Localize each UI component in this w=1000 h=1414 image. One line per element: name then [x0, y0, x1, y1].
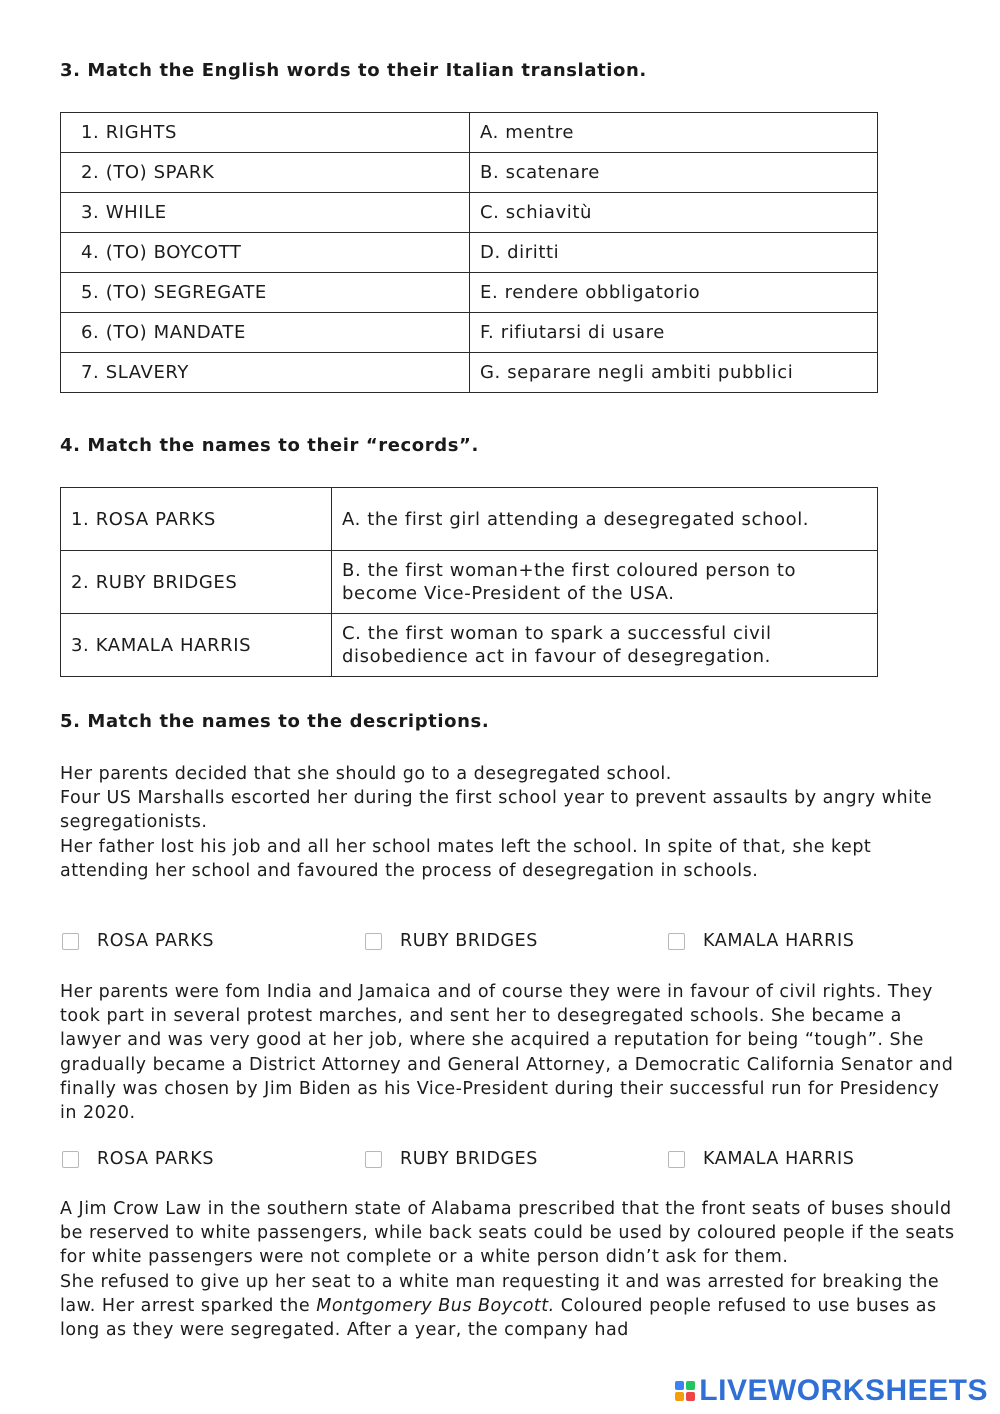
- answer-options-1: [62, 931, 922, 955]
- table-row: [61, 313, 878, 353]
- italian-translation: E. rendere obbligatorio: [470, 273, 878, 313]
- description-1: [60, 762, 960, 883]
- table-row: [61, 488, 878, 551]
- italian-translation: B. scatenare: [470, 153, 878, 193]
- section-3-title: 3. Match the English words to their Italian translation.: [60, 60, 647, 81]
- person-name: 3. KAMALA HARRIS: [61, 614, 332, 677]
- option-label: RUBY BRIDGES: [400, 931, 538, 951]
- option-label: ROSA PARKS: [97, 1149, 215, 1169]
- english-word: 4. (TO) BOYCOTT: [61, 233, 470, 273]
- description-line: Her parents decided that she should go to a desegregated school.: [60, 764, 672, 784]
- table-row: [61, 193, 878, 233]
- checkbox[interactable]: [62, 1151, 79, 1168]
- answer-options-2: [62, 1149, 922, 1173]
- person-name: 2. RUBY BRIDGES: [61, 551, 332, 614]
- option-label: RUBY BRIDGES: [400, 1149, 538, 1169]
- logo-tile: [686, 1392, 695, 1401]
- description-3: [60, 1197, 960, 1342]
- option-kamala-harris[interactable]: [668, 1149, 854, 1169]
- checkbox[interactable]: [668, 933, 685, 950]
- person-record: A. the first girl attending a desegregated school.: [332, 488, 878, 551]
- english-word: 2. (TO) SPARK: [61, 153, 470, 193]
- text-run: She refused to give up her seat to a white man requesting it and was arrested for breaking the law. Her arrest sparked the: [60, 1271, 940, 1316]
- option-label: ROSA PARKS: [97, 931, 215, 951]
- translation-table: [60, 112, 878, 393]
- italian-translation: D. diritti: [470, 233, 878, 273]
- option-kamala-harris[interactable]: [668, 931, 854, 951]
- option-rosa-parks[interactable]: [62, 1149, 214, 1169]
- liveworksheets-logo: [675, 1374, 988, 1408]
- description-line: [60, 1270, 960, 1343]
- option-ruby-bridges[interactable]: [365, 1149, 538, 1169]
- english-word: 6. (TO) MANDATE: [61, 313, 470, 353]
- italian-translation: C. schiavitù: [470, 193, 878, 233]
- section-4-title: 4. Match the names to their “records”.: [60, 435, 479, 456]
- logo-text: LIVEWORKSHEETS: [699, 1374, 988, 1407]
- logo-tile: [675, 1392, 684, 1401]
- person-name: 1. ROSA PARKS: [61, 488, 332, 551]
- english-word: 3. WHILE: [61, 193, 470, 233]
- table-row: [61, 153, 878, 193]
- table-row: [61, 614, 878, 677]
- person-record: B. the first woman+the first coloured person to become Vice-President of the USA.: [332, 551, 878, 614]
- checkbox[interactable]: [668, 1151, 685, 1168]
- description-2: [60, 980, 960, 1125]
- logo-icon: [675, 1381, 695, 1401]
- checkbox[interactable]: [365, 1151, 382, 1168]
- table-row: [61, 233, 878, 273]
- table-row: [61, 273, 878, 313]
- option-label: KAMALA HARRIS: [703, 931, 855, 951]
- table-row: [61, 113, 878, 153]
- option-ruby-bridges[interactable]: [365, 931, 538, 951]
- italian-translation: F. rifiutarsi di usare: [470, 313, 878, 353]
- italian-translation: G. separare negli ambiti pubblici: [470, 353, 878, 393]
- english-word: 5. (TO) SEGREGATE: [61, 273, 470, 313]
- description-line: A Jim Crow Law in the southern state of Alabama prescribed that the front seats of buses should be reserved to white passengers, while back seats could be used by coloured people if the seats for white passengers were not complete or a white person didn’t ask for them.: [60, 1199, 955, 1268]
- logo-tile: [686, 1381, 695, 1390]
- table-row: [61, 353, 878, 393]
- section-5-title: 5. Match the names to the descriptions.: [60, 711, 490, 732]
- table-row: [61, 551, 878, 614]
- description-line: Four US Marshalls escorted her during the first school year to prevent assaults by angry white segregationists.: [60, 788, 933, 833]
- english-word: 1. RIGHTS: [61, 113, 470, 153]
- boycott-title: Montgomery Bus Boycott.: [316, 1295, 555, 1316]
- person-record: C. the first woman to spark a successful civil disobedience act in favour of desegregation.: [332, 614, 878, 677]
- text-run: Coloured people refused to use buses as long as they were segregated. After a year, the company had: [60, 1295, 937, 1341]
- option-rosa-parks[interactable]: [62, 931, 214, 951]
- records-table: [60, 487, 878, 677]
- description-line: Her father lost his job and all her school mates left the school. In spite of that, she kept attending her school and favoured the process of desegregation in schools.: [60, 836, 872, 881]
- english-word: 7. SLAVERY: [61, 353, 470, 393]
- italian-translation: A. mentre: [470, 113, 878, 153]
- checkbox[interactable]: [62, 933, 79, 950]
- checkbox[interactable]: [365, 933, 382, 950]
- option-label: KAMALA HARRIS: [703, 1149, 855, 1169]
- description-line: Her parents were fom India and Jamaica and of course they were in favour of civil rights. They took part in several protest marches, and sent her to desegregated schools. She became a lawyer and was very good at her job, where she acquired a reputation for being “tough”. She gradually became a District Attorney and General Attorney, a Democratic California Senator and finally was chosen by Jim Biden as his Vice-President during their successful run for Presidency in 2020.: [60, 982, 954, 1124]
- logo-tile: [675, 1381, 684, 1390]
